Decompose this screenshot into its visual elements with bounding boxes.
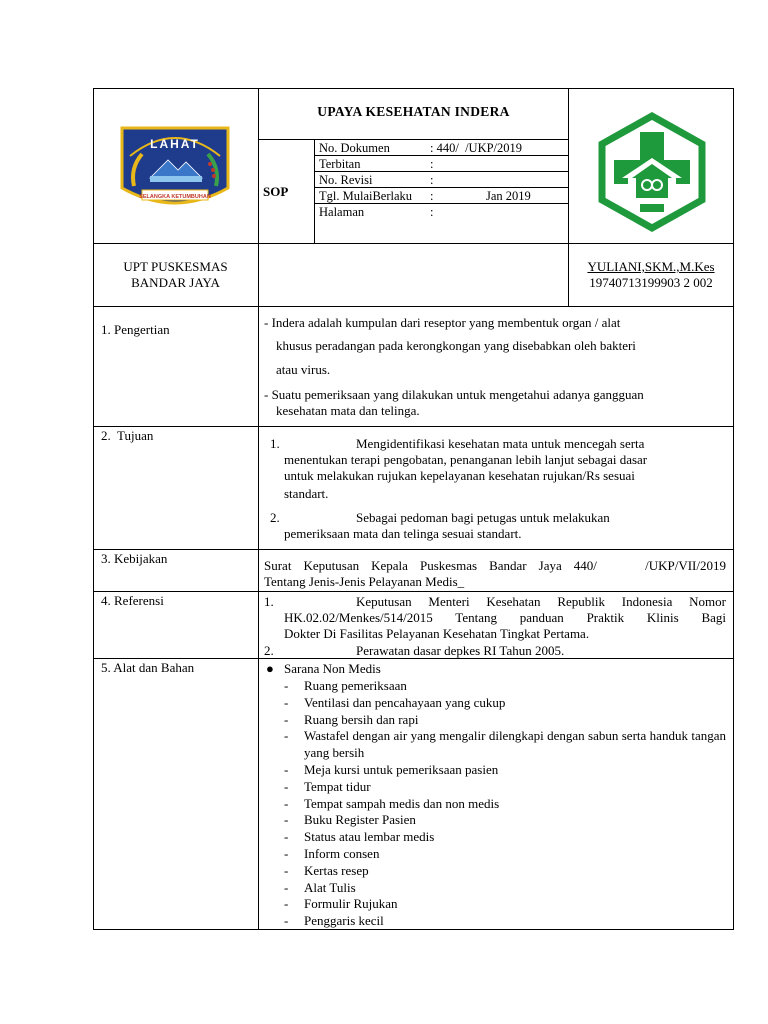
section-label-kebijakan: 3. Kebijakan — [101, 551, 168, 566]
list-number: 2. — [270, 510, 280, 525]
puskesmas-logo — [596, 112, 708, 232]
bullet-icon: ● — [266, 661, 274, 676]
list-number: 1. — [264, 594, 274, 609]
table-divider — [93, 426, 734, 427]
signer-nip: 19740713199903 2 002 — [589, 275, 713, 290]
table-divider — [258, 139, 569, 140]
list-number: 1. — [270, 436, 280, 451]
list-item: - Wastafel dengan air yang mengalir dilengkapi dengan sabun serta handuk tangan yang bersih — [284, 728, 726, 762]
table-column-divider — [258, 88, 259, 930]
alat-list — [284, 678, 726, 930]
kebijakan-text: Tentang Jenis-Jenis Pelayanan Medis_ — [264, 574, 465, 589]
list-item: - Tempat tidur — [284, 779, 726, 796]
list-item: - Ruang pemeriksaan — [284, 678, 726, 695]
list-number: 2. — [264, 643, 274, 658]
referensi-text: Dokter Di Fasilitas Pelayanan Kesehatan Tingkat Pertama. — [284, 626, 590, 641]
section-label-tujuan: 2. Tujuan — [101, 428, 154, 443]
field-value: : — [430, 189, 434, 203]
list-item: - Meja kursi untuk pemeriksaan pasien — [284, 762, 726, 779]
org-name-line2: BANDAR JAYA — [131, 275, 220, 290]
kebijakan-text: Surat Keputusan Kepala Puskesmas Bandar Jaya 440/ /UKP/VII/2019 — [264, 558, 726, 573]
section-label-alat: 5. Alat dan Bahan — [101, 660, 195, 675]
signer-name: YULIANI,SKM.,M.Kes — [587, 259, 715, 274]
section-label-referensi: 4. Referensi — [101, 593, 164, 608]
list-item: - Inform consen — [284, 846, 726, 863]
list-item: - Ruang bersih dan rapi — [284, 712, 726, 729]
field-value: : — [430, 157, 434, 171]
org-name-line1: UPT PUSKESMAS — [123, 259, 228, 274]
table-border-left — [93, 88, 94, 930]
referensi-text: Keputusan Menteri Kesehatan Republik Indonesia Nomor — [356, 594, 726, 609]
section-label-pengertian: 1. Pengertian — [101, 322, 170, 337]
tujuan-text: untuk melakukan rujukan kepelayanan kesehatan rujukan/Rs sesuai — [284, 468, 635, 483]
list-item: - Formulir Rujukan — [284, 896, 726, 913]
pengertian-text: kesehatan mata dan telinga. — [276, 403, 420, 418]
lahat-logo — [120, 126, 230, 208]
table-divider — [93, 549, 734, 550]
pengertian-text: khusus peradangan pada kerongkongan yang disebabkan oleh bakteri — [276, 338, 636, 353]
field-value: : 440/ /UKP/2019 — [430, 141, 523, 155]
field-label: No. Dokumen — [319, 141, 390, 155]
tujuan-text: menentukan terapi pengobatan, penanganan lebih lanjut sebagai dasar — [284, 452, 648, 467]
referensi-text: HK.02.02/Menkes/514/2015 Tentang panduan Praktik Klinis Bagi — [284, 610, 726, 625]
list-item: - Ventilasi dan pencahayaan yang cukup — [284, 695, 726, 712]
table-border-top — [93, 88, 734, 89]
table-divider — [93, 243, 734, 244]
field-value: : — [430, 173, 434, 187]
list-item: - Buku Register Pasien — [284, 812, 726, 829]
pengertian-text: atau virus. — [276, 362, 331, 377]
page-title: UPAYA KESEHATAN INDERA — [317, 104, 510, 119]
list-item: - Status atau lembar medis — [284, 829, 726, 846]
table-column-divider — [314, 139, 315, 244]
pengertian-text: - Suatu pemeriksaan yang dilakukan untuk mengetahui adanya gangguan — [264, 387, 644, 402]
table-divider — [93, 591, 734, 592]
tujuan-text: Sebagai pedoman bagi petugas untuk melakukan — [356, 510, 610, 525]
tujuan-text: Mengidentifikasi kesehatan mata untuk mencegah serta — [356, 436, 645, 451]
tujuan-text: pemeriksaan mata dan telinga sesuai standart. — [284, 526, 522, 541]
alat-heading: Sarana Non Medis — [284, 661, 381, 676]
field-date: Jan 2019 — [486, 189, 531, 203]
logo-text-motto: SELANGKA KETUMBUHAN — [139, 194, 211, 200]
pengertian-text: - Indera adalah kumpulan dari reseptor yang membentuk organ / alat — [264, 315, 621, 330]
tujuan-text: standart. — [284, 486, 329, 501]
referensi-text: Perawatan dasar depkes RI Tahun 2005. — [356, 643, 565, 658]
list-item: - Tempat sampah medis dan non medis — [284, 796, 726, 813]
logo-text-lahat: LAHAT — [150, 137, 200, 151]
list-item: - Kertas resep — [284, 863, 726, 880]
field-label: Halaman — [319, 205, 365, 219]
table-divider — [93, 306, 734, 307]
list-item: - Penggaris kecil — [284, 913, 726, 930]
field-label: Tgl. MulaiBerlaku — [319, 189, 413, 203]
list-item: - Alat Tulis — [284, 880, 726, 897]
field-value: : — [430, 205, 434, 219]
sop-label: SOP — [263, 184, 289, 199]
field-label: Terbitan — [319, 157, 361, 171]
field-label: No. Revisi — [319, 173, 373, 187]
table-border-right — [733, 88, 734, 930]
